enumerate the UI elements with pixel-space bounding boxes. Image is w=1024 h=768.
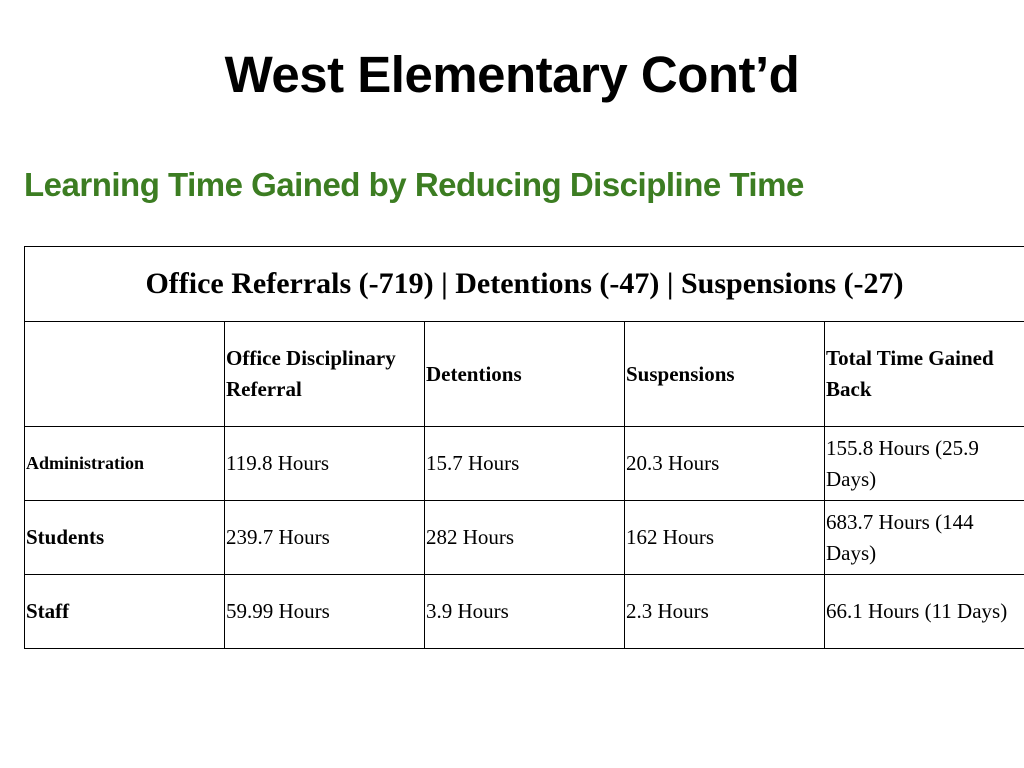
cell-suspensions: 2.3 Hours [625,575,825,649]
table-summary-row [25,247,1024,322]
cell-office-referral: 239.7 Hours [225,501,425,575]
cell-detentions: 282 Hours [425,501,625,575]
cell-office-referral: 59.99 Hours [225,575,425,649]
row-label-administration: Administration [25,427,225,501]
table-row [25,427,1024,501]
table-summary-cell: Office Referrals (-719) | Detentions (-47) | Suspensions (-27) [25,247,1024,322]
header-cell-empty [25,322,225,427]
slide-title: West Elementary Cont’d [224,46,800,103]
table-header-row [25,322,1024,427]
cell-suspensions: 162 Hours [625,501,825,575]
cell-total: 683.7 Hours (144 Days) [825,501,1024,575]
row-label-students: Students [25,501,225,575]
slide-subtitle: Learning Time Gained by Reducing Discipline Time [24,166,804,203]
cell-office-referral: 119.8 Hours [225,427,425,501]
table-row [25,575,1024,649]
header-cell-detentions: Detentions [425,322,625,427]
table-row [25,501,1024,575]
header-cell-office-referral: Office Disciplinary Referral [225,322,425,427]
cell-total: 155.8 Hours (25.9 Days) [825,427,1024,501]
discipline-time-table [24,246,1024,649]
header-cell-total: Total Time Gained Back [825,322,1024,427]
header-cell-suspensions: Suspensions [625,322,825,427]
cell-total: 66.1 Hours (11 Days) [825,575,1024,649]
cell-suspensions: 20.3 Hours [625,427,825,501]
row-label-staff: Staff [25,575,225,649]
cell-detentions: 3.9 Hours [425,575,625,649]
cell-detentions: 15.7 Hours [425,427,625,501]
